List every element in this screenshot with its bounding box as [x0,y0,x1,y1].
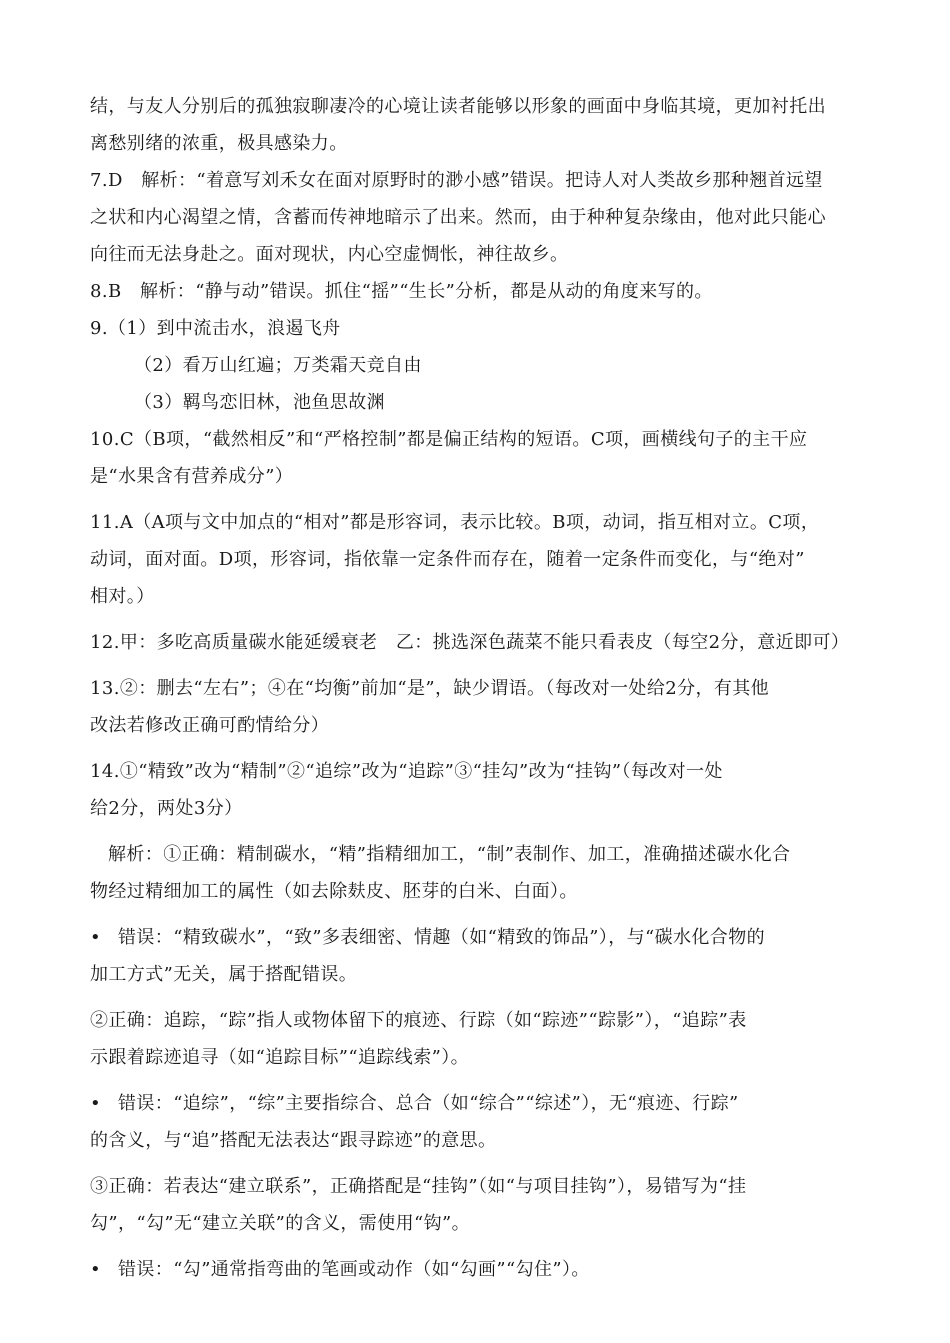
text-line: 结，与友人分别后的孤独寂聊凄冷的心境让读者能够以形象的画面中身临其境，更加衬托出 [90,96,826,117]
bullet-icon: • [90,1093,102,1114]
answer-14-line: 14.①“精致”改为“精制”②“追综”改为“追踪”③“挂勾”改为“挂钩”（每改对一处 [90,761,723,782]
answer-9-sub-3: （3）羁鸟恋旧林，池鱼思故渊 [134,392,386,413]
text-line: 离愁别绪的浓重，极具感染力。 [90,133,348,154]
bullet-text: 错误：“追综”，“综”主要指综合、总合（如“综合”“综述”），无“痕迹、行踪” [118,1093,739,1114]
bullet-item [90,1085,862,1122]
text-line: 加工方式”无关，属于搭配错误。 [90,964,358,985]
text-line: ③正确：若表达“建立联系”，正确搭配是“挂钩”（如“与项目挂钩”），易错写为“挂 [90,1176,747,1197]
answer-9-sub-2: （2）看万山红遍；万类霜天竞自由 [134,355,422,376]
text-line: 之状和内心渴望之情，含蓄而传神地暗示了出来。然而，由于种种复杂缘由，他对此只能心 [90,207,826,228]
text-line: 的含义，与“追”搭配无法表达“跟寻踪迹”的意思。 [90,1130,497,1151]
analysis-line: 解析：①正确：精制碳水，“精”指精细加工，“制”表制作、加工，准确描述碳水化合 [108,844,791,865]
answer-9-line: 9.（1）到中流击水，浪遏飞舟 [90,318,341,339]
document-page [90,88,862,1288]
text-line: 动词，面对面。D项，形容词，指依靠一定条件而存在，随着一定条件而变化，与“绝对” [90,549,805,570]
bullet-item [90,919,862,956]
text-line: 相对。） [90,586,155,607]
text-line: 勾”，“勾”无“建立关联”的含义，需使用“钩”。 [90,1213,471,1234]
bullet-icon: • [90,1259,102,1280]
answer-13-line: 13.②：删去“左右”；④在“均衡”前加“是”，缺少谓语。（每改对一处给2分，有其他 [90,678,770,699]
bullet-icon: • [90,927,102,948]
answer-11-line: 11.A（A项与文中加点的“相对”都是形容词，表示比较。B项，动词，指互相对立。C项， [90,512,820,533]
bullet-text: 错误：“勾”通常指弯曲的笔画或动作（如“勾画”“勾住”）。 [118,1259,590,1280]
text-line: 向往而无法身赴之。面对现状，内心空虚惆怅，神往故乡。 [90,244,569,265]
text-line: 示跟着踪迹追寻（如“追踪目标”“追踪线索”）。 [90,1047,470,1068]
answer-8-line: 8.B 解析：“静与动”错误。抓住“摇”“生长”分析，都是从动的角度来写的。 [90,281,713,302]
text-line: 物经过精细加工的属性（如去除麸皮、胚芽的白米、白面）。 [90,881,578,902]
text-line: 是“水果含有营养成分”） [90,466,294,487]
text-line: ②正确：追踪，“踪”指人或物体留下的痕迹、行踪（如“踪迹”“踪影”），“追踪”表 [90,1010,747,1031]
answer-12-line: 12.甲：多吃高质量碳水能延缓衰老 乙：挑选深色蔬菜不能只看表皮（每空2分，意近即可） [90,632,850,653]
answer-10-line: 10.C（B项，“截然相反”和“严格控制”都是偏正结构的短语。C项，画横线句子的主干应 [90,429,808,450]
answer-7-line: 7.D 解析：“着意写刘禾女在面对原野时的渺小感”错误。把诗人对人类故乡那种翘首远望 [90,170,823,191]
text-line: 给2分，两处3分） [90,798,243,819]
bullet-item [90,1251,862,1288]
text-line: 改法若修改正确可酌情给分） [90,715,330,736]
bullet-text: 错误：“精致碳水”，“致”多表细密、情趣（如“精致的饰品”），与“碳水化合物的 [118,927,766,948]
